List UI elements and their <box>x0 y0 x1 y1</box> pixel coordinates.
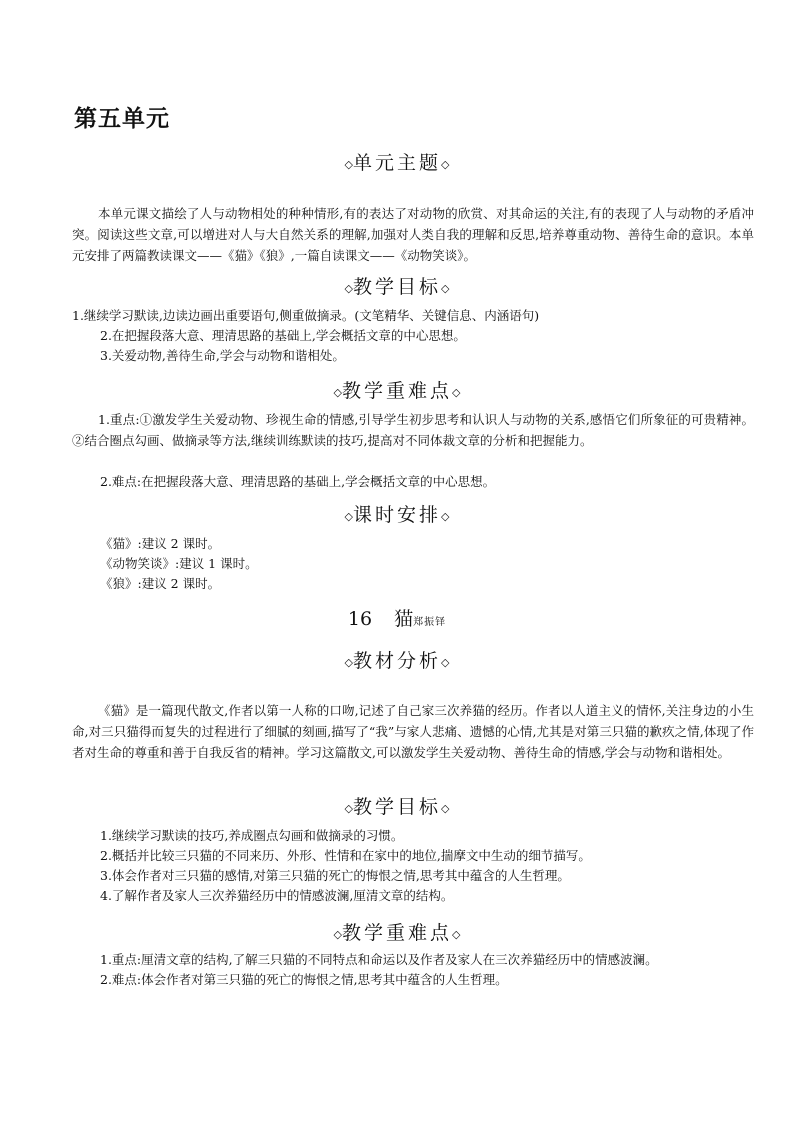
lesson-title <box>0 604 794 631</box>
lesson-goal-item: 1.继续学习默读的技巧,养成圈点勾画和做摘录的习惯。 <box>100 828 404 843</box>
unit-goal-item: 1.继续学习默读,边读边画出重要语句,侧重做摘录。(文笔精华、关键信息、内涵语句) <box>72 308 540 323</box>
schedule-item: 《狼》:建议 2 课时。 <box>100 576 221 591</box>
schedule-item: 《动物笑谈》:建议 1 课时。 <box>100 556 258 571</box>
theme-paragraph: 本单元课文描绘了人与动物相处的种种情形,有的表达了对动物的欣赏、对其命运的关注,有的表现了人与动物的矛盾冲突。阅读这些文章,可以增进对人与大自然关系的理解,加强对人类自我的理解和反思,培养尊重动物、善待生命的意识。本单元安排了两篇教读课文——《猫》《狼》,一篇自读课文——《动物笑谈》。 <box>72 206 754 263</box>
diamond-icon: ◇ <box>441 158 450 171</box>
diamond-icon: ◇ <box>344 510 353 523</box>
diamond-icon: ◇ <box>344 656 353 669</box>
lesson-key-point: 1.重点:厘清文章的结构,了解三只猫的不同特点和命运以及作者及家人在三次养猫经历中的情感波澜。 <box>100 952 658 967</box>
section-heading-theme: ◇单元主题◇ <box>344 152 450 174</box>
diamond-icon: ◇ <box>441 802 450 815</box>
section-heading-analysis: ◇教材分析◇ <box>344 650 450 672</box>
lesson-goal-item: 3.体会作者对三只猫的感情,对第三只猫的死亡的悔恨之情,思考其中蕴含的人生哲理。 <box>100 868 570 883</box>
unit-title: 第五单元 <box>74 106 170 132</box>
lesson-goal-item: 2.概括并比较三只猫的不同来历、外形、性情和在家中的地位,揣摩文中生动的细节描写。 <box>100 848 591 863</box>
section-heading-lesson-goals: ◇教学目标◇ <box>344 796 450 818</box>
section-heading-goals: ◇教学目标◇ <box>344 276 450 298</box>
diamond-icon: ◇ <box>441 510 450 523</box>
unit-difficulty: 2.难点:在把握段落大意、理清思路的基础上,学会概括文章的中心思想。 <box>100 474 496 489</box>
schedule-item: 《猫》:建议 2 课时。 <box>100 536 221 551</box>
diamond-icon: ◇ <box>441 656 450 669</box>
section-heading-lesson-key-points: ◇教学重难点◇ <box>333 922 461 944</box>
diamond-icon: ◇ <box>344 282 353 295</box>
diamond-icon: ◇ <box>344 802 353 815</box>
lesson-difficulty: 2.难点:体会作者对第三只猫的死亡的悔恨之情,思考其中蕴含的人生哲理。 <box>100 972 508 987</box>
section-heading-schedule: ◇课时安排◇ <box>344 504 450 526</box>
analysis-paragraph: 《猫》是一篇现代散文,作者以第一人称的口吻,记述了自己家三次养猫的经历。作者以人道主义的情怀,关注身边的小生命,对三只猫得而复失的过程进行了细腻的刻画,描写了“我”与家人悲痛、遗憾的心情,尤其是对第三只猫的歉疚之情,体现了作者对生命的尊重和善于自我反省的精神。学习这篇散文,可以激发学生关爱动物、善待生命的情感,学会与动物和谐相处。 <box>72 703 754 760</box>
lesson-goal-item: 4.了解作者及家人三次养猫经历中的情感波澜,厘清文章的结构。 <box>100 888 454 903</box>
diamond-icon: ◇ <box>333 928 342 941</box>
diamond-icon: ◇ <box>452 386 461 399</box>
diamond-icon: ◇ <box>333 386 342 399</box>
lesson-number: 16 <box>347 608 373 630</box>
unit-goal-item: 3.关爱动物,善待生命,学会与动物和谐相处。 <box>100 348 345 363</box>
section-heading-key-points: ◇教学重难点◇ <box>333 380 461 402</box>
diamond-icon: ◇ <box>452 928 461 941</box>
diamond-icon: ◇ <box>441 282 450 295</box>
unit-key-point: 1.重点:①激发学生关爱动物、珍视生命的情感,引导学生初步思考和认识人与动物的关系,感悟它们所象征的可贵精神。②结合圈点勾画、做摘录等方法,继续训练默读的技巧,提高对不同体裁文章的分析和把握能力。 <box>72 412 754 448</box>
lesson-author: 郑振铎 <box>413 617 447 628</box>
unit-goal-item: 2.在把握段落大意、理清思路的基础上,学会概括文章的中心思想。 <box>100 328 466 343</box>
diamond-icon: ◇ <box>344 158 353 171</box>
lesson-name: 猫 <box>394 608 414 630</box>
